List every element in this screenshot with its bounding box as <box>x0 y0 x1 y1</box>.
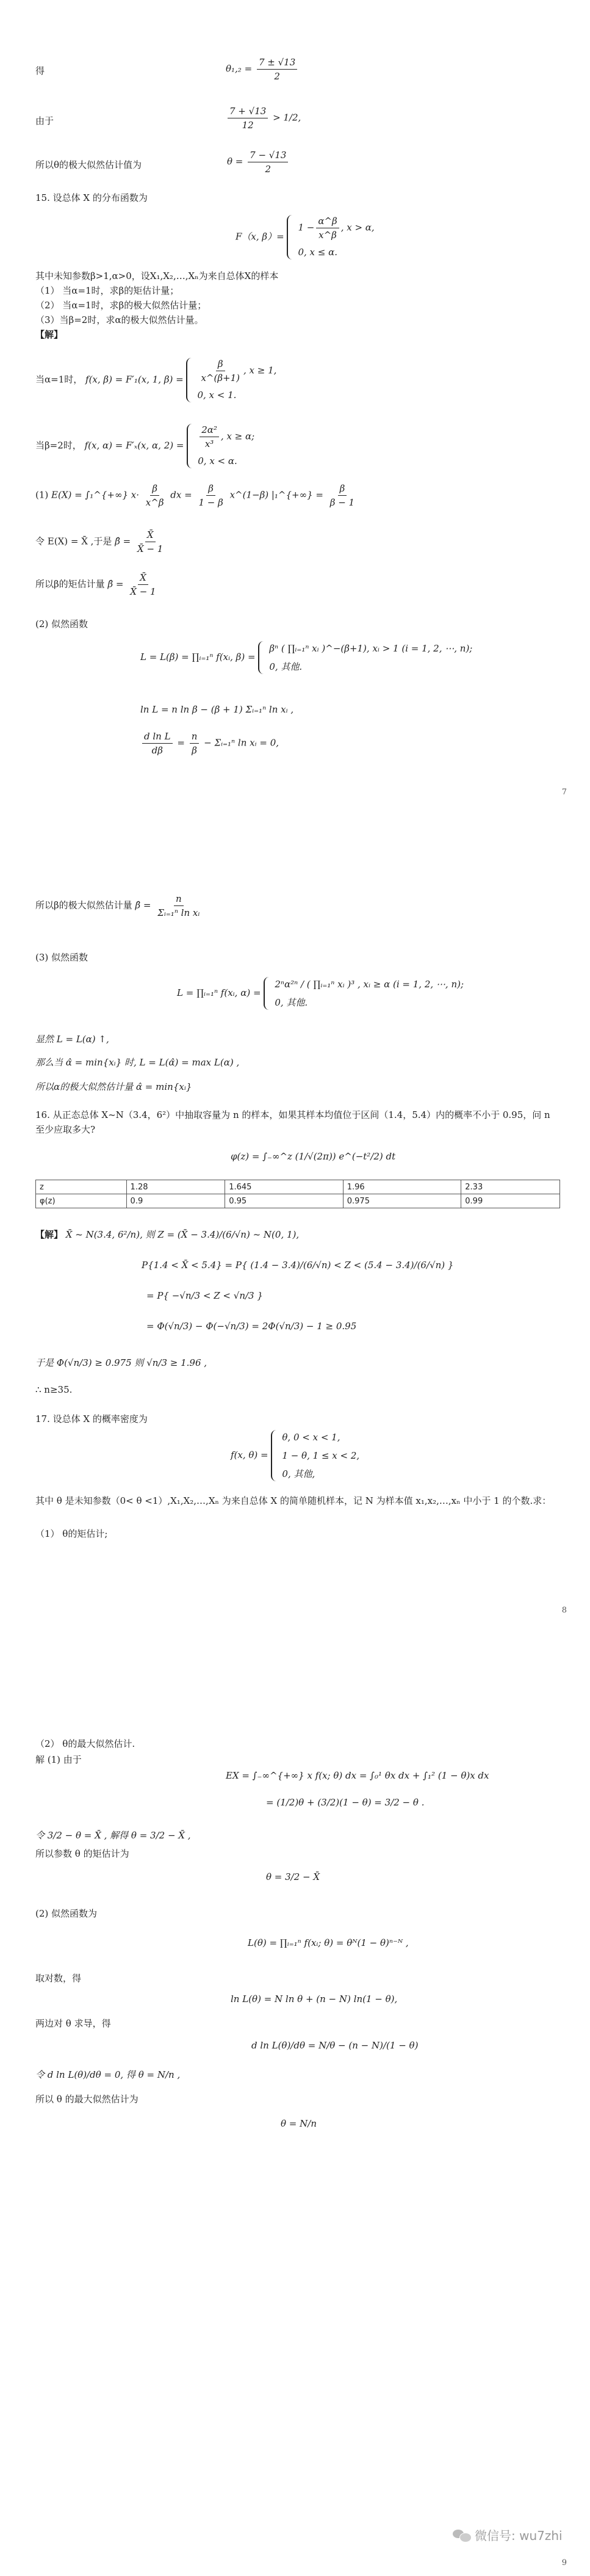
set-expectation: 令 E(X) = X̄ ,于是 β̂ = $\frac{X̄}{X̄ - 1}$ <box>35 529 164 554</box>
phi-inequality: 于是 Φ(√n/3) ≥ 0.975 则 √n/3 ≥ 1.96 , <box>35 1357 207 1368</box>
table-cell: 1.645 <box>225 1180 344 1194</box>
q15-part2: （2） 当α=1时，求β的极大似然估计量； <box>35 300 207 311</box>
page-7 <box>0 0 590 830</box>
page-8 <box>0 830 590 1642</box>
pdf-beta2: 当β=2时， f(x, α) = F′ₓ(x, α, 2) = $\frac{\text{2α²}}{\text{x³}}$ , x ≥ α; 0, x < α. <box>35 424 254 468</box>
moment-text: 所以参数 θ 的矩估计为 <box>35 1848 129 1859</box>
final-mle-theta: θ = N/n <box>281 2118 317 2129</box>
table-row <box>36 1194 560 1208</box>
expectation-equation: (1) E(X) = ∫₁^{+∞} x· $\frac{\beta}{x\^{}\beta}$ dx = $\frac{\beta}{1 - \beta}$ x^(1−β) |₁^{+∞} = $\frac{\beta}{\beta - 1}$ <box>35 483 355 508</box>
solution-part1-label: 解 (1) 由于 <box>35 1754 82 1765</box>
derivative-theta: d ln L(θ)/dθ = N/θ − (n − N)/(1 − θ) <box>251 2040 419 2051</box>
wechat-watermark: 微信号: wu7zhi <box>453 2526 563 2544</box>
mle-value-equation: θ = $\frac{7 - √13}{2}$ <box>227 149 290 175</box>
wechat-icon <box>453 2528 471 2542</box>
solution-label: 【解】 <box>35 329 63 340</box>
likelihood-heading-2: (2) 似然函数 <box>35 619 88 629</box>
probability-line-1: P{1.4 < X̄ < 5.4} = P{ (1.4 − 3.4)/(6/√n) < Z < (5.4 − 3.4)/(6/√n) } <box>142 1260 454 1271</box>
compare-equation: $\frac{7 + √13}{12}$ > 1/2, <box>226 105 301 131</box>
table-cell: 1.28 <box>126 1180 225 1194</box>
table-cell: 0.975 <box>343 1194 461 1208</box>
table-cell: 0.99 <box>461 1194 560 1208</box>
sample-mean-distribution: 【解】 X̄ ~ N(3.4, 6²/n), 则 Z = (X̄ − 3.4)/(6/√n) ~ N(0, 1), <box>35 1229 300 1240</box>
page-number: 9 <box>561 2558 567 2567</box>
take-log-text: 取对数，得 <box>35 1973 82 1984</box>
page-number: 8 <box>561 1606 567 1615</box>
root-equation: θ₁,₂ = $\frac{7 \pm √13}{2}$ <box>226 56 299 82</box>
likelihood-function: L = L(β) = ∏ᵢ₌₁ⁿ f(xᵢ, β) = βⁿ ( ∏ᵢ₌₁ⁿ xᵢ )^−(β+1), xᵢ > 1 (i = 1, 2, ⋯, n); 0, 其他. <box>140 641 472 674</box>
normal-quantile-table <box>35 1180 560 1208</box>
question-15: 15. 设总体 X 的分布函数为 <box>35 192 148 203</box>
de-label: 得 <box>35 65 45 76</box>
table-cell: 0.95 <box>225 1194 344 1208</box>
q15-description: 其中未知参数β>1,α>0，设X₁,X₂,…,Xₙ为来自总体X的样本 <box>35 270 279 281</box>
expectation-line-1: EX = ∫₋∞^{+∞} x f(x; θ) dx = ∫₀¹ θx dx + ∫₁² (1 − θ)x dx <box>226 1770 489 1781</box>
page-9 <box>0 1642 590 2576</box>
q15-part1: （1） 当α=1时，求β的矩估计量； <box>35 285 179 296</box>
table-cell: φ(z) <box>36 1194 127 1208</box>
log-likelihood-theta: ln L(θ) = N ln θ + (n − N) ln(1 − θ), <box>231 1994 398 2005</box>
distribution-function: F（x, β）= 1 − $\frac{\alpha\^{}\beta}{x\^{}\beta}$ , x > α, 0, x ≤ α. <box>236 215 375 259</box>
question-16: 16. 从正态总体 X~N（3.4，6²）中抽取容量为 n 的样本，如果其样本均值位于区间（1.4，5.4）内的概率不小于 0.95，问 n 至少应取多大? <box>35 1109 550 1135</box>
log-likelihood: ln L = n ln β − (β + 1) Σᵢ₌₁ⁿ ln xᵢ , <box>140 704 294 715</box>
q17-part2: （2） θ的最大似然估计. <box>35 1738 135 1749</box>
likelihood-heading-3: (3) 似然函数 <box>35 952 88 963</box>
monotone-note: 显然 L = L(α) ↑, <box>35 1034 109 1045</box>
log-likelihood-derivative: $\frac{\text{d ln L}}{d\beta}$ = $\frac{n}{\beta}$ − Σᵢ₌₁ⁿ ln xᵢ = 0, <box>140 730 279 756</box>
q17-description: 其中 θ 是未知参数（0< θ <1）,X₁,X₂,…,Xₙ 为来自总体 X 的简单随机样本，记 N 为样本值 x₁,x₂,…,xₙ 中小于 1 的个数.求： <box>35 1495 552 1506</box>
table-cell: 1.96 <box>343 1180 461 1194</box>
table-cell: 2.33 <box>461 1180 560 1194</box>
table-cell: z <box>36 1180 127 1194</box>
probability-line-2: = P{ −√n/3 < Z < √n/3 } <box>146 1290 263 1301</box>
q17-part1: （1） θ的矩估计; <box>35 1528 108 1539</box>
density-function: f(x, θ) = θ, 0 < x < 1, 1 − θ, 1 ≤ x < 2, 0, 其他, <box>231 1430 359 1481</box>
table-cell: 0.9 <box>126 1194 225 1208</box>
beta-mle: 所以β的极大似然估计量 β̂ = $\frac{n}{\text{Σᵢ₌₁ⁿ ln xᵢ}}$ <box>35 893 200 918</box>
question-17: 17. 设总体 X 的概率密度为 <box>35 1413 148 1424</box>
q15-part3: （3）当β=2时，求α的极大似然估计量。 <box>35 314 204 325</box>
probability-line-3: = Φ(√n/3) − Φ(−√n/3) = 2Φ(√n/3) − 1 ≥ 0.95 <box>146 1321 357 1332</box>
set-derivative-zero: 令 d ln L(θ)/dθ = 0, 得 θ = N/n , <box>35 2069 181 2080</box>
mle-value-text: 所以θ的极大似然估计值为 <box>35 159 142 170</box>
page-number: 7 <box>561 788 567 797</box>
differentiate-text: 两边对 θ 求导，得 <box>35 2018 111 2029</box>
likelihood-theta: L(θ) = ∏ᵢ₌₁ⁿ f(xᵢ; θ) = θᴺ(1 − θ)ⁿ⁻ᴺ , <box>248 1937 409 1948</box>
table-row <box>36 1180 560 1194</box>
likelihood-heading-theta: (2) 似然函数为 <box>35 1908 98 1919</box>
moment-estimator-theta: θ = 3/2 − X̄ <box>266 1871 320 1882</box>
moment-estimator: 所以β的矩估计量 β̂ = $\frac{X̄}{X̄ - 1}$ <box>35 572 156 597</box>
final-mle-text: 所以 θ 的最大似然估计为 <box>35 2094 139 2105</box>
phi-definition: φ(z) = ∫₋∞^z (1/√(2π)) e^(−t²/2) dt <box>231 1151 396 1162</box>
likelihood-alpha: L = ∏ᵢ₌₁ⁿ f(xᵢ, α) = 2ⁿα²ⁿ / ( ∏ᵢ₌₁ⁿ xᵢ )³ , xᵢ ≥ α (i = 1, 2, ⋯, n); 0, 其他. <box>177 977 464 1010</box>
pdf-alpha1: 当α=1时， f(x, β) = F′₁(x, 1, β) = $\frac{\beta}{x\^{}(\beta+1)}$ , x ≥ 1, 0, x < 1. <box>35 358 276 402</box>
n-conclusion: ∴ n≥35. <box>35 1384 73 1395</box>
youyu-label: 由于 <box>35 115 54 126</box>
solve-theta: 令 3/2 − θ = X̄ , 解得 θ = 3/2 − X̄ , <box>35 1830 191 1841</box>
expectation-line-2: = (1/2)θ + (3/2)(1 − θ) = 3/2 − θ . <box>266 1797 425 1808</box>
maximizer-note: 那么当 α̂ = min{xᵢ} 时, L = L(α̂) = max L(α) , <box>35 1057 240 1068</box>
alpha-mle: 所以α的极大似然估计量 α̂ = min{xᵢ} <box>35 1081 192 1092</box>
